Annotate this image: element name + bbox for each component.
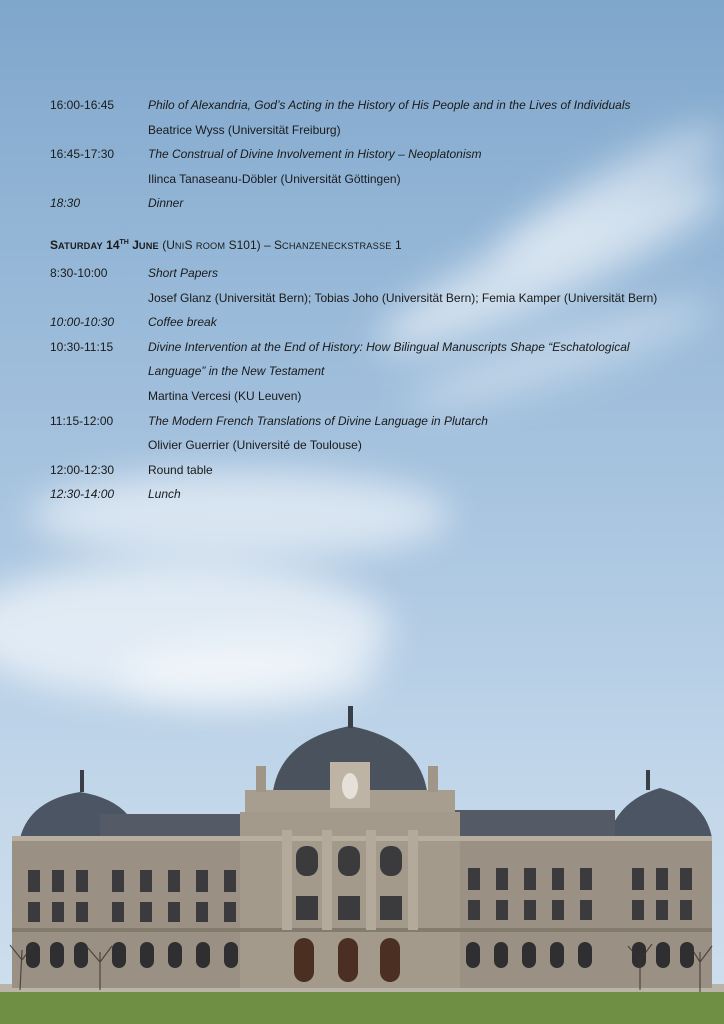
schedule-row	[50, 362, 690, 387]
day-heading-text	[50, 234, 402, 255]
break-label: Lunch	[148, 487, 181, 502]
schedule-row	[50, 121, 690, 146]
speaker: Josef Glanz (Universität Bern); Tobias Joho (Universität Bern); Femia Kamper (Universität Bern)	[148, 290, 658, 305]
schedule	[50, 96, 690, 510]
talk-title: Short Papers	[148, 265, 219, 280]
talk-title: Divine Intervention at the End of History: How Bilingual Manuscripts Shape “Eschatological	[148, 339, 630, 354]
day-heading	[50, 234, 690, 264]
time-slot: 10:00-10:30	[50, 315, 115, 330]
speaker: Beatrice Wyss (Universität Freiburg)	[148, 122, 341, 137]
spacer	[50, 219, 690, 234]
schedule-row	[50, 170, 690, 195]
schedule-row	[50, 289, 690, 314]
heading-word: –	[263, 237, 271, 252]
heading-word: ATURDAY	[58, 240, 103, 251]
time-slot: 16:00-16:45	[50, 98, 115, 112]
heading-ordinal: TH	[119, 238, 129, 246]
schedule-row	[50, 194, 690, 219]
heading-letter: S	[184, 237, 193, 252]
heading-word: UNE	[138, 240, 159, 251]
schedule-row	[50, 412, 690, 437]
heading-word: (U	[162, 237, 175, 252]
heading-word: S101)	[228, 237, 261, 252]
heading-word: ROOM	[195, 240, 226, 251]
university-building-illustration	[0, 700, 724, 1024]
talk-title: The Construal of Divine Involvement in History – Neoplatonism	[148, 147, 482, 162]
schedule-row	[50, 96, 690, 121]
schedule-row	[50, 461, 690, 486]
break-label: Coffee break	[148, 315, 217, 330]
schedule-row	[50, 264, 690, 289]
talk-title: The Modern French Translations of Divine Language in Plutarch	[148, 413, 488, 428]
time-slot: 16:45-17:30	[50, 147, 115, 162]
time-slot: 11:15-12:00	[50, 413, 114, 428]
schedule-row	[50, 145, 690, 170]
time-slot: 10:30-11:15	[50, 339, 114, 354]
talk-title-continued: Language” in the New Testament	[148, 364, 325, 379]
time-slot: 12:30-14:00	[50, 487, 115, 502]
heading-letter: S	[50, 237, 59, 252]
time-slot: 8:30-10:00	[50, 265, 108, 280]
session-label: Round table	[148, 462, 213, 477]
time-slot: 12:00-12:30	[50, 462, 115, 477]
heading-letter: J	[132, 237, 139, 252]
schedule-row	[50, 436, 690, 461]
time-slot: 18:30	[50, 196, 81, 211]
speaker: Ilinca Tanaseanu-Döbler (Universität Göttingen)	[148, 171, 401, 186]
break-label: Dinner	[148, 196, 184, 211]
speaker: Martina Vercesi (KU Leuven)	[148, 388, 302, 403]
schedule-row	[50, 485, 690, 510]
heading-letter: S	[274, 237, 283, 252]
talk-title: Philo of Alexandria, God’s Acting in the History of His People and in the Lives of Individuals	[148, 98, 631, 112]
heading-word: NI	[174, 240, 185, 251]
schedule-row	[50, 387, 690, 412]
schedule-row	[50, 338, 690, 363]
schedule-row	[50, 313, 690, 338]
heading-word: CHANZENECKSTRASSE	[282, 240, 392, 251]
heading-word: 1	[394, 237, 402, 252]
speaker: Olivier Guerrier (Université de Toulouse)	[148, 438, 362, 453]
heading-day-number: 14	[106, 237, 120, 252]
